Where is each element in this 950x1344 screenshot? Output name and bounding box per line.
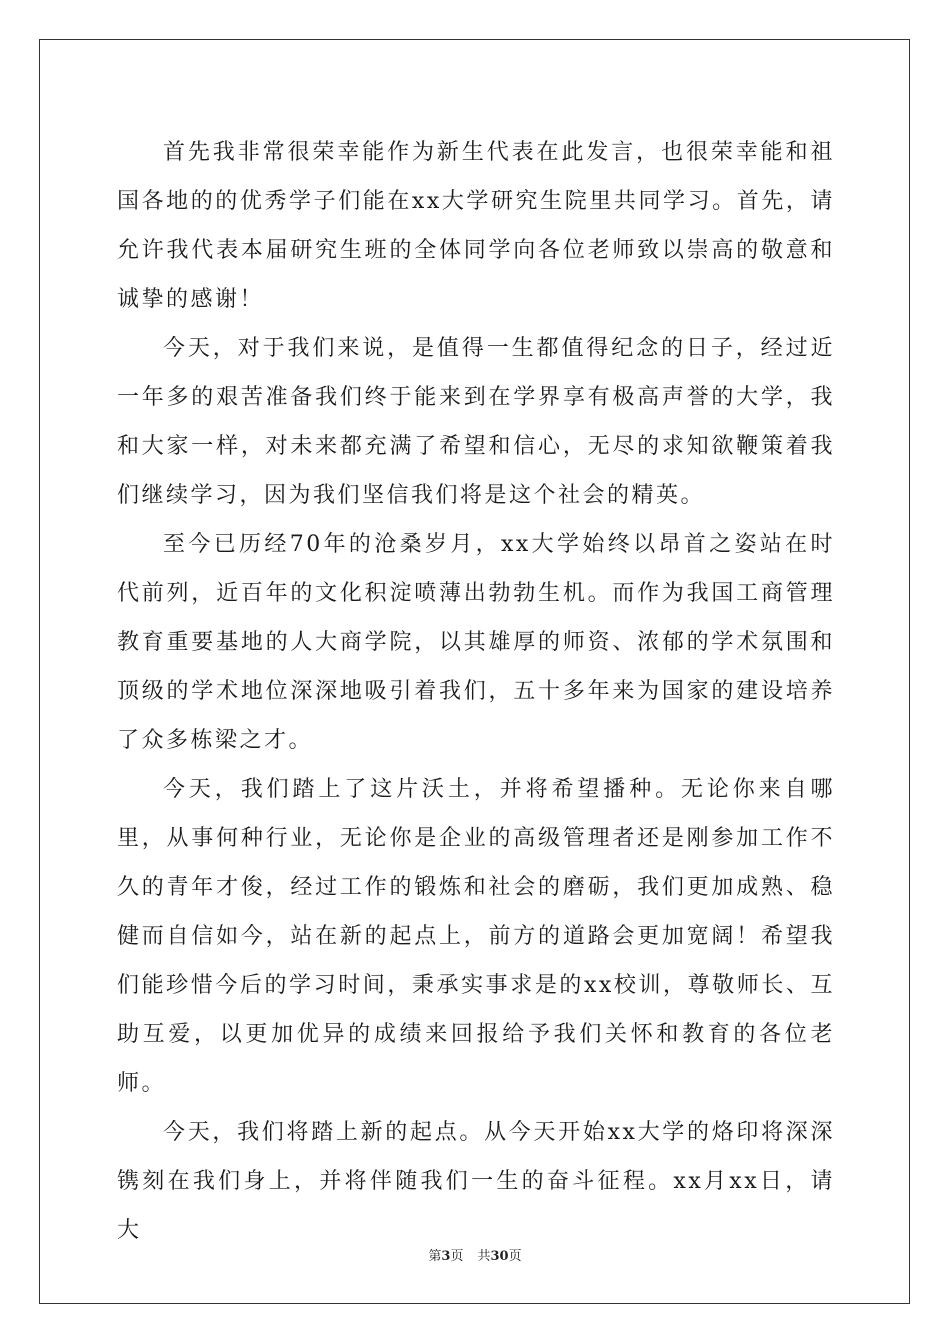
total-page-count: 30 [490,1249,509,1264]
paragraph-3: 至今已历经70年的沧桑岁月，xx大学始终以昂首之姿站在时代前列，近百年的文化积淀喷薄出勃勃生机。而作为我国工商管理教育重要基地的人大商学院，以其雄厚的师资、浓郁的学术氛围和顶级的学术地位深深地吸引着我们，五十多年来为国家的建设培养了众多栋梁之才。 [117,532,835,753]
paragraph-4: 今天，我们踏上了这片沃土，并将希望播种。无论你来自哪里，从事何种行业，无论你是企业的高级管理者还是刚参加工作不久的青年才俊，经过工作的锻炼和社会的磨砺，我们更加成熟、稳健而自信如今，站在新的起点上，前方的道路会更加宽阔！希望我们能珍惜今后的学习时间，秉承实事求是的xx校训，尊敬师长、互助互爱，以更加优异的成绩来回报给予我们关怀和教育的各位老师。 [117,777,835,1096]
current-page-number: 3 [441,1249,451,1264]
page-number-suffix: 页 [450,1249,464,1264]
total-pages-prefix: 共 [477,1249,491,1264]
page-number-prefix: 第 [428,1249,442,1264]
page-footer [0,1245,950,1264]
paragraph-2: 今天，对于我们来说，是值得一生都值得纪念的日子，经过近一年多的艰苦准备我们终于能来到在学界享有极高声誉的大学，我和大家一样，对未来都充满了希望和信心，无尽的求知欲鞭策着我们继续学习，因为我们坚信我们将是这个社会的精英。 [117,336,835,508]
paragraph-1: 首先我非常很荣幸能作为新生代表在此发言，也很荣幸能和祖国各地的的优秀学子们能在xx大学研究生院里共同学习。首先，请允许我代表本届研究生班的全体同学向各位老师致以崇高的敬意和诚挚的感谢！ [117,140,835,312]
document-body [117,128,835,1255]
paragraph-5: 今天，我们将踏上新的起点。从今天开始xx大学的烙印将深深镌刻在我们身上，并将伴随我们一生的奋斗征程。xx月xx日，请大 [117,1120,835,1243]
total-pages-suffix: 页 [508,1249,522,1264]
